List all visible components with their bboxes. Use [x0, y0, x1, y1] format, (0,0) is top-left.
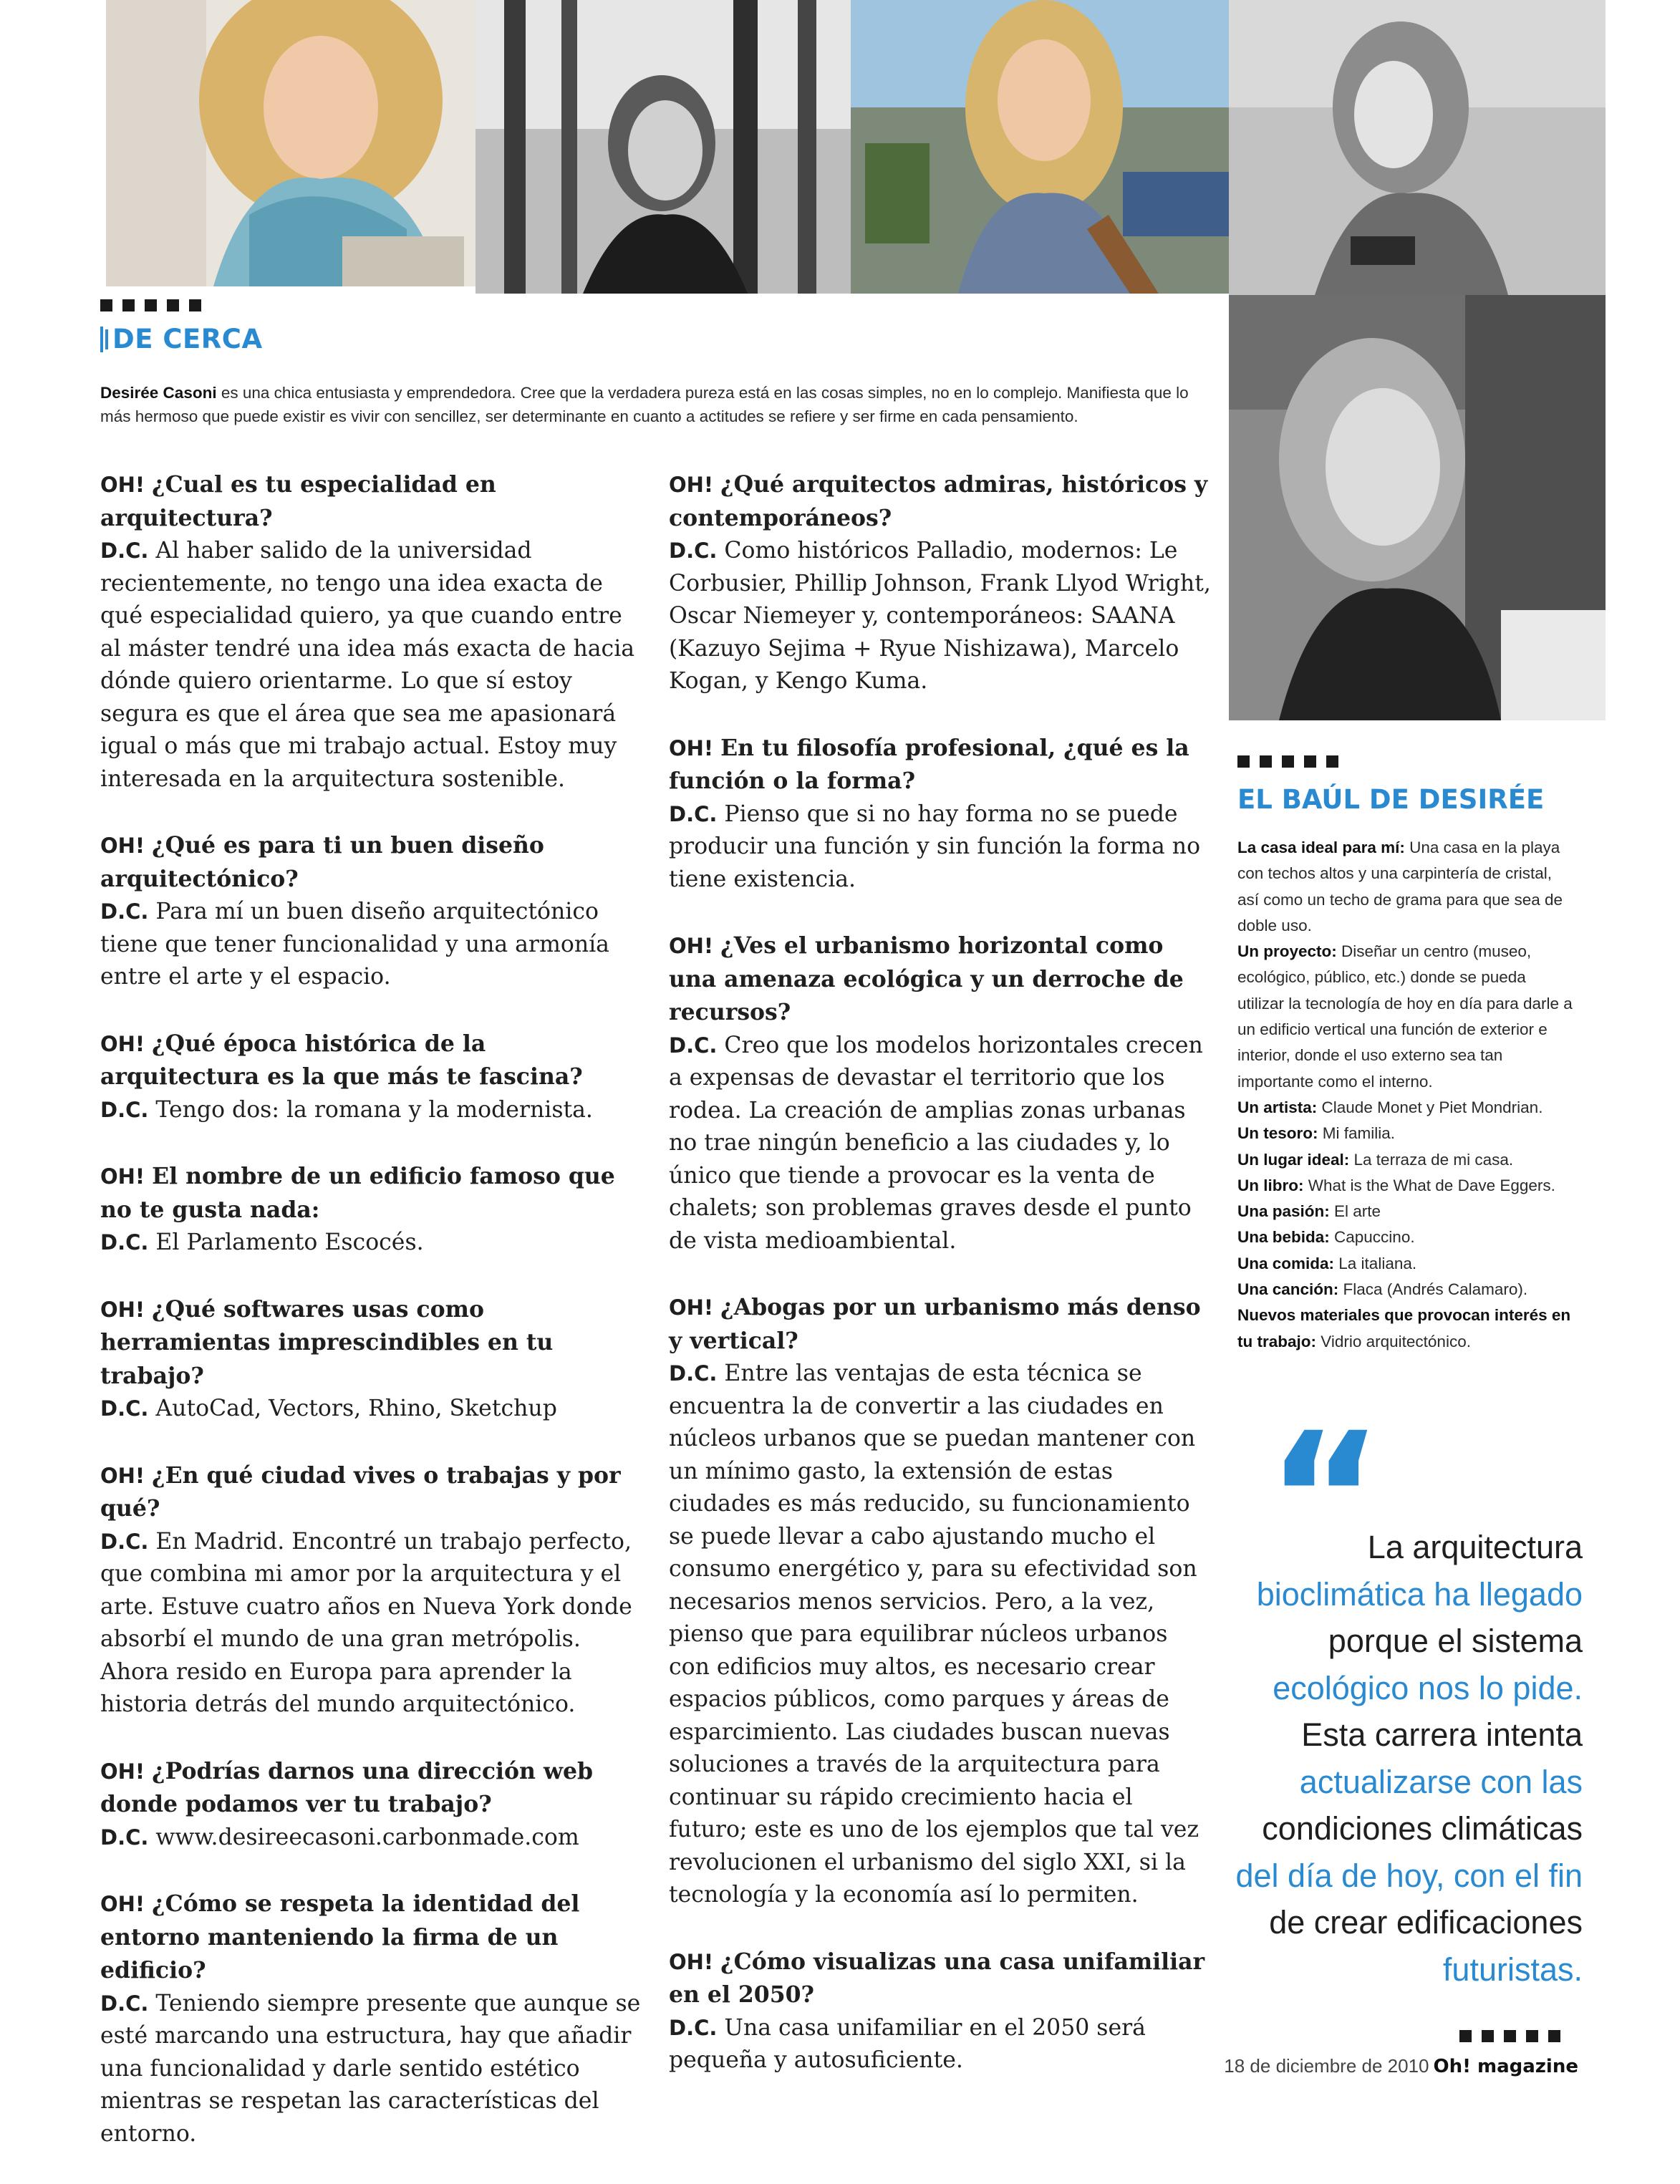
qa-item	[669, 1946, 1213, 2077]
qa-item	[100, 1459, 645, 1721]
answer	[100, 1393, 645, 1426]
qa-item	[669, 1291, 1213, 1912]
answer-text: Para mí un buen diseño arquitectónico tiene que tener funcionalidad y una armonía entre el arte y el espacio.	[100, 899, 609, 990]
oh-tag: OH!	[669, 1949, 714, 1974]
answer	[100, 1094, 645, 1127]
question: ¿Cómo se respeta la identidad del entorno manteniendo la firma de un edificio?	[100, 1890, 580, 1984]
dc-tag: D.C.	[100, 899, 149, 924]
oh-tag: OH!	[100, 1463, 145, 1488]
quote-line: bioclimática ha llegado	[1256, 1575, 1583, 1613]
photo-woman-park	[475, 0, 851, 294]
answer	[669, 535, 1213, 698]
interview-column-2	[669, 468, 1213, 2111]
question: ¿Qué época histórica de la arquitectura es la que más te fascina?	[100, 1030, 583, 1090]
baul-item	[1237, 1121, 1574, 1146]
answer-text: Creo que los modelos horizontales crecen a expensas de devastar el territorio que los rodea. La creación de amplias zonas urbanas no trae ningún beneficio a las ciudades y, lo único que tiende a provocar es la venta de chalets; son problemas graves desde el punto de vista medioambiental.	[669, 1032, 1203, 1254]
qa-item	[100, 1160, 645, 1260]
baul-value: Claude Monet y Piet Mondrian.	[1317, 1098, 1543, 1116]
footer-magazine: Oh! magazine	[1433, 2056, 1578, 2077]
baul-label: Un tesoro:	[1237, 1124, 1318, 1143]
baul-value: La terraza de mi casa.	[1349, 1150, 1514, 1169]
oh-tag: OH!	[669, 934, 714, 958]
footer-squares	[1459, 2030, 1560, 2042]
answer	[100, 1227, 645, 1260]
dc-tag: D.C.	[100, 1097, 149, 1122]
qa-item	[669, 732, 1213, 897]
quote-line: futuristas.	[1442, 1951, 1583, 1988]
section-label	[100, 324, 263, 354]
baul-value: El arte	[1329, 1202, 1381, 1221]
question: ¿Ves el urbanismo horizontal como una amenaza ecológica y un derroche de recursos?	[669, 932, 1184, 1025]
answer	[669, 1030, 1213, 1258]
answer-text: www.desireecasoni.carbonmade.com	[155, 1824, 579, 1850]
qa-item	[669, 929, 1213, 1257]
quote-mark-icon: “	[1266, 1394, 1384, 1603]
dc-tag: D.C.	[100, 1991, 149, 2016]
dc-tag: D.C.	[669, 2015, 718, 2040]
baul-label: Una bebida:	[1237, 1228, 1330, 1247]
question: ¿Cómo visualizas una casa unifamiliar en el 2050?	[669, 1948, 1205, 2008]
oh-tag: OH!	[100, 1297, 145, 1322]
answer-text: AutoCad, Vectors, Rhino, Sketchup	[155, 1396, 557, 1421]
qa-item	[669, 468, 1213, 698]
question: ¿Qué softwares usas como herramientas imprescindibles en tu trabajo?	[100, 1295, 554, 1389]
dc-tag: D.C.	[100, 1529, 149, 1554]
dc-tag: D.C.	[100, 538, 149, 563]
baul-label: Un artista:	[1237, 1098, 1318, 1116]
oh-tag: OH!	[100, 1892, 145, 1916]
interview-column-1	[100, 468, 645, 2184]
baul-label: Una pasión:	[1237, 1202, 1330, 1221]
answer-text: Pienso que si no hay forma no se puede producir una función y sin función la forma no tiene existencia.	[669, 801, 1201, 892]
oh-tag: OH!	[100, 1759, 145, 1784]
page-footer	[1174, 2055, 1578, 2077]
dc-tag: D.C.	[669, 1361, 718, 1386]
dc-tag: D.C.	[100, 1396, 149, 1421]
baul-item	[1237, 939, 1574, 1095]
baul-label: La casa ideal para mí:	[1237, 839, 1405, 856]
baul-value: What is the What de Dave Eggers.	[1303, 1176, 1555, 1194]
pull-quote	[1217, 1524, 1583, 1993]
answer	[100, 896, 645, 994]
quote-line: condiciones climáticas	[1262, 1810, 1583, 1847]
dc-tag: D.C.	[669, 801, 718, 826]
footer-date: 18 de diciembre de 2010	[1224, 2055, 1429, 2077]
section-title: DE CERCA	[112, 324, 263, 354]
baul-item	[1237, 1095, 1574, 1121]
quote-line: de crear edificaciones	[1269, 1904, 1583, 1941]
qa-item	[100, 1293, 645, 1426]
baul-list	[1237, 835, 1574, 1355]
answer-text: Al haber salido de la universidad recientemente, no tengo una idea exacta de qué especialidad quiero, ya que cuando entre al máster tendré una idea más exacta de hacia dónde quiero orientarme. Lo que sí estoy segura es que el área que sea me apasionará igual o más que mi trabajo actual. Estoy muy interesada en la arquitectura sostenible.	[100, 538, 635, 792]
baul-item	[1237, 1277, 1574, 1303]
qa-item	[100, 1755, 645, 1855]
dc-tag: D.C.	[100, 1230, 149, 1255]
question: ¿Qué arquitectos admiras, históricos y contemporáneos?	[669, 471, 1208, 531]
qa-item	[100, 1888, 645, 2150]
oh-tag: OH!	[100, 473, 145, 497]
oh-tag: OH!	[100, 1031, 145, 1056]
oh-tag: OH!	[669, 473, 714, 497]
answer	[100, 1526, 645, 1721]
question: El nombre de un edificio famoso que no te gusta nada:	[100, 1163, 615, 1223]
baul-value: Flaca (Andrés Calamaro).	[1338, 1280, 1528, 1299]
quote-line: Esta carrera intenta	[1301, 1716, 1583, 1753]
baul-item	[1237, 1147, 1574, 1173]
baul-squares	[1237, 755, 1338, 768]
baul-value: Mi familia.	[1318, 1124, 1396, 1143]
baul-item	[1237, 1173, 1574, 1199]
intro-paragraph	[100, 381, 1203, 428]
dc-tag: D.C.	[100, 1825, 149, 1850]
answer-text: Entre las ventajas de esta técnica se encuentra la de convertir a las ciudades en núcleos urbanos que se puedan mantener con un mínimo gasto, la extensión de estas ciudades es más reducido, su funcionamiento se puede llevar a cabo ajustando mucho el consumo energético y, para su efectividad son necesarios menos servicios. Pero, a la vez, pienso que para equilibrar núcleos urbanos con edificios muy altos, es necesario crear espacios públicos, como parques y áreas de esparcimiento. Las ciudades buscan nuevas soluciones a través de la arquitectura para continuar su rápido crecimiento hacia el futuro; este es uno de los ejemplos que tal vez revolucionen el urbanismo del siglo XXI, si la tecnología y la economía así lo permiten.	[669, 1361, 1199, 1908]
baul-item	[1237, 1199, 1574, 1224]
dc-tag: D.C.	[669, 538, 718, 563]
baul-label: Una canción:	[1237, 1280, 1339, 1299]
answer-text: Tengo dos: la romana y la modernista.	[155, 1096, 593, 1123]
baul-item	[1237, 1303, 1574, 1355]
question: ¿Abogas por un urbanismo más denso y vertical?	[669, 1294, 1201, 1354]
baul-title: EL BAÚL DE DESIRÉE	[1237, 784, 1545, 815]
quote-line: actualizarse con las	[1299, 1763, 1583, 1800]
baul-item	[1237, 1224, 1574, 1250]
question: ¿Qué es para ti un buen diseño arquitectónico?	[100, 832, 544, 892]
baul-item	[1237, 1251, 1574, 1277]
photo-woman-sofa	[1229, 0, 1606, 295]
qa-item	[100, 1028, 645, 1127]
intro-name: Desirée Casoni	[100, 384, 217, 402]
baul-label: Nuevos materiales que provocan interés en tu trabajo:	[1237, 1306, 1571, 1350]
answer	[669, 798, 1213, 897]
quote-line: porque el sistema	[1328, 1623, 1583, 1659]
baul-value: Vidrio arquitectónico.	[1316, 1332, 1471, 1350]
answer	[100, 1988, 645, 2151]
answer	[669, 1358, 1213, 1912]
baul-label: Una comida:	[1237, 1254, 1335, 1272]
photo-woman-scarf	[106, 0, 475, 286]
section-squares-top	[100, 299, 201, 311]
baul-value: Capuccino.	[1329, 1228, 1415, 1247]
answer-text: En Madrid. Encontré un trabajo perfecto, que combina mi amor por la arquitectura y el arte. Estuve cuatro años en Nueva York donde absorbí el mundo de una gran metrópolis. Ahora resido en Europa para aprender la historia detrás del mundo arquitectónico.	[100, 1528, 632, 1717]
question: ¿En qué ciudad vives o trabajas y por qué?	[100, 1461, 621, 1522]
answer-text: Teniendo siempre presente que aunque se esté marcando una estructura, hay que añadir una funcionalidad y darle sentido estético mientras se respetan las características del entorno.	[100, 1990, 641, 2147]
answer-text: El Parlamento Escocés.	[155, 1229, 424, 1255]
section-mark-icon	[100, 327, 108, 352]
baul-value: Diseñar un centro (museo, ecológico, público, etc.) donde se pueda utilizar la tecnología de hoy en día para darle a un edificio vertical una función de exterior e interior, donde el uso externo sea tan importante como el interno.	[1237, 942, 1573, 1091]
photo-woman-portrait	[1229, 295, 1606, 720]
baul-value: Una casa en la playa con techos altos y una carpintería de cristal, así como un techo de grama para que sea de doble uso.	[1237, 839, 1563, 934]
oh-tag: OH!	[100, 1164, 145, 1189]
baul-label: Un libro:	[1237, 1176, 1304, 1194]
baul-label: Un lugar ideal:	[1237, 1150, 1350, 1169]
quote-line: del día de hoy, con el fin	[1235, 1857, 1583, 1894]
oh-tag: OH!	[669, 1295, 714, 1320]
baul-label: Un proyecto:	[1237, 942, 1337, 961]
oh-tag: OH!	[100, 834, 145, 858]
question: ¿Cual es tu especialidad en arquitectura?	[100, 471, 496, 531]
quote-line: ecológico nos lo pide.	[1273, 1669, 1583, 1706]
quote-line: La arquitectura	[1367, 1529, 1583, 1565]
dc-tag: D.C.	[669, 1033, 718, 1058]
qa-item	[100, 468, 645, 796]
answer-text: Una casa unifamiliar en el 2050 será pequeña y autosuficiente.	[669, 2014, 1146, 2073]
question: En tu filosofía profesional, ¿qué es la función o la forma?	[669, 734, 1189, 794]
intro-text: es una chica entusiasta y emprendedora. Cree que la verdadera pureza está en las cosas simples, no en lo complejo. Manifiesta que lo más hermoso que puede existir es vivir con sencillez, ser determinante en cuanto a actitudes se refiere y ser firme en cada pensamiento.	[100, 384, 1189, 425]
baul-value: La italiana.	[1334, 1254, 1417, 1272]
answer	[100, 1822, 645, 1855]
answer-text: Como históricos Palladio, modernos: Le Corbusier, Phillip Johnson, Frank Llyod Wright, Oscar Niemeyer y, contemporáneos: SAANA (Kazuyo Sejima + Ryue Nishizawa), Marcelo Kogan, y Kengo Kuma.	[669, 538, 1211, 694]
qa-item	[100, 829, 645, 994]
oh-tag: OH!	[669, 735, 714, 760]
question: ¿Podrías darnos una dirección web donde podamos ver tu trabajo?	[100, 1757, 594, 1817]
photo-woman-street	[851, 0, 1229, 294]
answer	[669, 2012, 1213, 2077]
baul-item	[1237, 835, 1574, 939]
answer	[100, 535, 645, 796]
